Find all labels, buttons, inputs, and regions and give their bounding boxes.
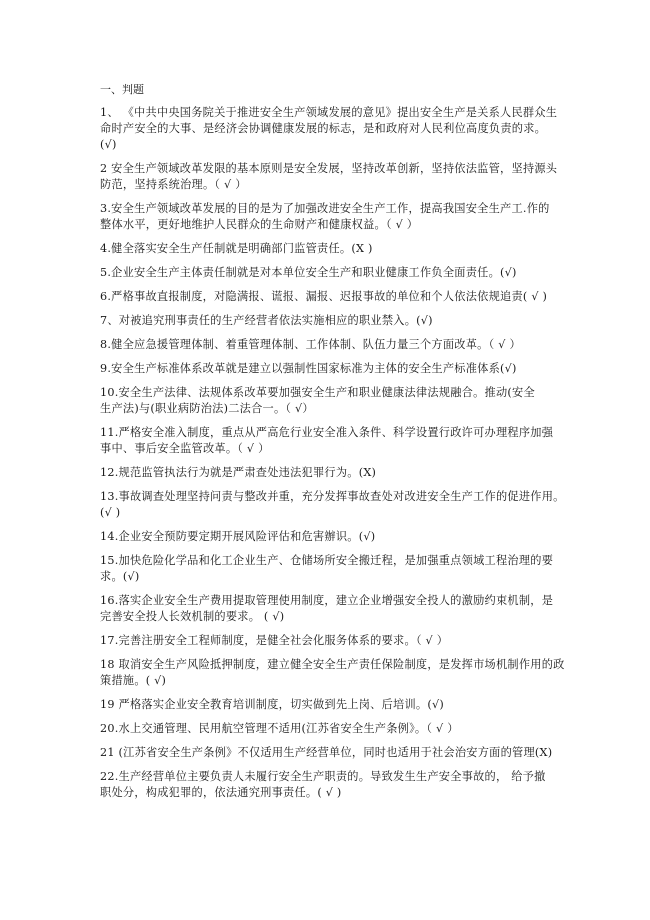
question-item	[100, 769, 562, 801]
question-item	[100, 313, 562, 329]
question-line: 8.健全应急援管理体制、着重管理体制、工作体制、队伍力量三个方面改革。（ √ ）	[100, 338, 521, 351]
question-item	[100, 697, 562, 713]
question-item	[100, 745, 562, 761]
question-line: 防范，坚持系统治理。（ √ ）	[100, 178, 247, 191]
question-item	[100, 361, 562, 377]
question-item	[100, 289, 562, 305]
section-title: 一、判题	[100, 83, 144, 96]
question-item	[100, 553, 562, 585]
question-item	[100, 241, 562, 257]
question-line: 15.加快危险化学品和化工企业生产、仓储场所安全搬迁程，是加强重点领域工程治理的要	[100, 554, 554, 567]
question-line: 13.事故调查处理坚持问责与整改并重，充分发挥事故查处对改进安全生产工作的促进作用。	[100, 490, 565, 503]
question-item	[100, 161, 562, 193]
question-line: 16.落实企业安全生产费用提取管理使用制度，建立企业增强安全投人的激励约束机制，是	[100, 594, 554, 607]
question-item	[100, 529, 562, 545]
question-line: 生产法)与(职业病防治法)二法合一。（ √）	[100, 402, 314, 415]
question-line: 1、 《中共中央国务院关于推进安全生产领域发展的意见》提出安全生产是关系人民群众生	[100, 106, 558, 119]
question-item	[100, 425, 562, 457]
question-item	[100, 721, 562, 737]
question-line: 22.生产经营单位主要负责人未履行安全生产职责的。导致发生生产安全事故的， 给予撤	[100, 770, 546, 783]
question-line: 求。(√)	[100, 570, 140, 583]
question-item	[100, 633, 562, 649]
question-item	[100, 201, 562, 233]
question-item	[100, 105, 562, 153]
question-line: 职处分，构成犯罪的，依法通究刑事责任。( √ )	[100, 786, 342, 799]
question-line: 策措施。( √)	[100, 674, 167, 687]
question-item	[100, 489, 565, 521]
question-line: 2 安全生产领域改革发限的基本原则是安全发展，坚持改革创新，坚持依法监管，坚持源头	[100, 162, 558, 175]
question-line: 10.安全生产法律、法规体系改革要加强安全生产和职业健康法律法规融合。推动(安全	[100, 386, 535, 399]
question-item	[100, 657, 565, 689]
question-line: 事中、事后安全监管改革。（ √ ）	[100, 442, 270, 455]
question-item	[100, 337, 562, 353]
question-line: 18 取消安全生产风险抵押制度，建立健全安全生产责任保险制度，是发挥市场机制作用的政	[100, 658, 565, 671]
question-list	[100, 105, 565, 809]
question-item	[100, 465, 562, 481]
question-item	[100, 593, 562, 625]
question-line: 6.严格事故直报制度，对隐满报、谎报、漏报、迟报事故的单位和个人依法依规追责( √ )	[100, 290, 548, 303]
question-line: 9.安全生产标准体系改革就是建立以强制性国家标准为主体的安全生产标准体系(√)	[100, 362, 517, 375]
question-line: 3.安全生产领域改革发展的目的是为了加强改进安全生产工作，提高我国安全生产工.作的	[100, 202, 550, 215]
question-line: 命时产安全的大事、是经济会协调健康发展的标志，是和政府对人民利位高度负责的求。	[100, 122, 547, 135]
question-line: 12.规范监管执法行为就是严肃查处违法犯罪行为。(X)	[100, 466, 377, 479]
question-line: 20.水上交通管理、民用航空管理不适用(江苏省安全生产条例》。（ √ ）	[100, 722, 459, 735]
question-line: (√)	[100, 138, 117, 151]
question-item	[100, 385, 562, 417]
question-line: 完善安全投人长效机制的要求。 ( √)	[100, 610, 285, 623]
question-line: 5.企业安全生产主体责任制就是对本单位安全生产和职业健康工作负全面责任。(√)	[100, 266, 517, 279]
question-line: 4.健全落实安全生产任制就是明确部门监管责任。(X )	[100, 242, 373, 255]
question-item	[100, 265, 562, 281]
question-line: 11.严格安全准入制度，重点从严高危行业安全准入条件、科学设置行政许可办理程序加强	[100, 426, 554, 439]
question-line: 19 严格落实企业安全教育培训制度，切实做到先上岗、后培训。(√)	[100, 698, 444, 711]
question-line: 整体水平，更好地维护人民群众的生命财产和健康权益。（ √ ）	[100, 218, 419, 231]
question-line: 21 (江苏省安全生产条例》不仅适用生产经营单位，同时也适用于社会治安方面的管理(X)	[100, 746, 553, 759]
question-line: 17.完善注册安全工程师制度，是健全社会化服务体系的要求。（ √ ）	[100, 634, 449, 647]
question-line: 7、对被追究刑事责任的生产经营者依法实施相应的职业禁入。(√)	[100, 314, 433, 327]
question-line: (√ )	[100, 506, 121, 519]
question-line: 14.企业安全预防要定期开展风险评估和危害辦识。(√)	[100, 530, 376, 543]
